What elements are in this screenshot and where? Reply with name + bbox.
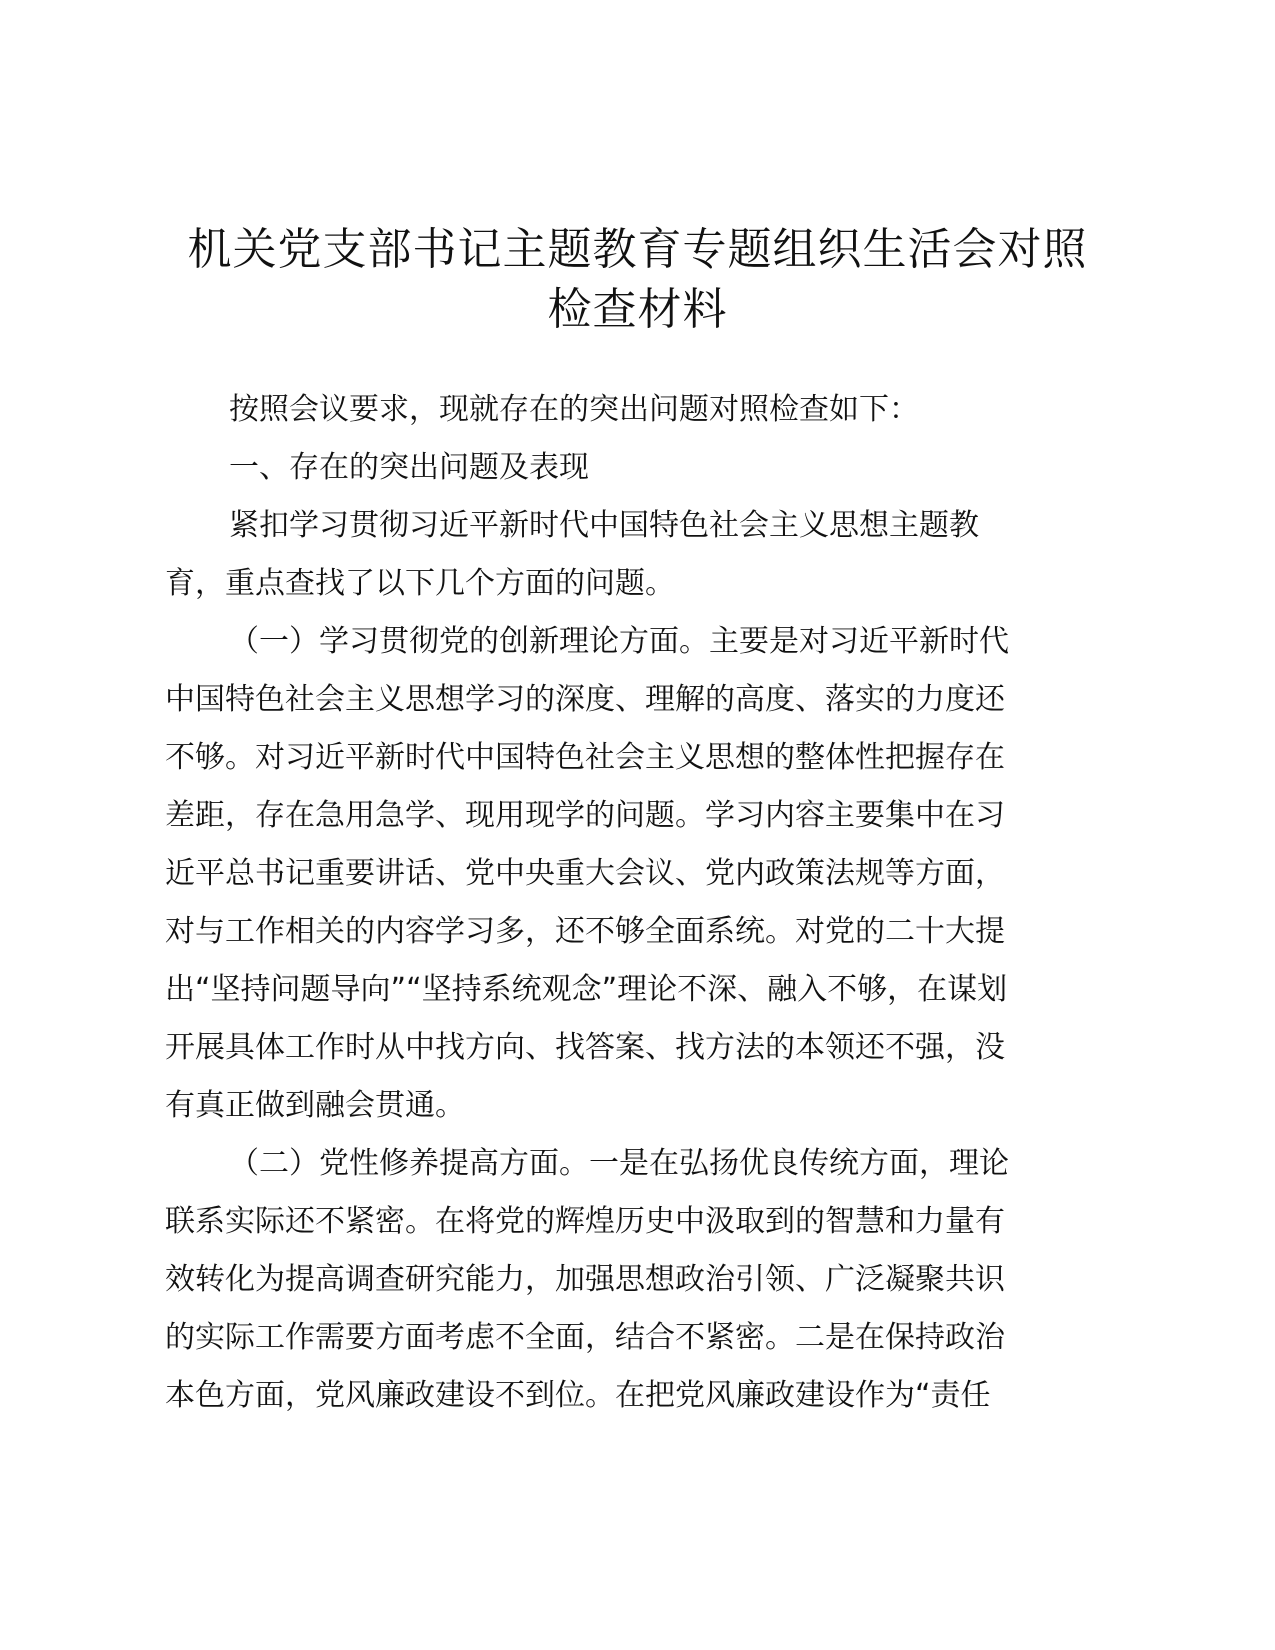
paragraph-line: 的实际工作需要方面考虑不全面，结合不紧密。二是在保持政治 bbox=[165, 1320, 1005, 1355]
paragraph-line: 不够。对习近平新时代中国特色社会主义思想的整体性把握存在 bbox=[165, 740, 1005, 775]
paragraph-line: 联系实际还不紧密。在将党的辉煌历史中汲取到的智慧和力量有 bbox=[165, 1204, 1005, 1239]
section-heading-text: 一、存在的突出问题及表现 bbox=[229, 450, 589, 485]
paragraph-line: 近平总书记重要讲话、党中央重大会议、党内政策法规等方面， bbox=[165, 856, 1005, 891]
section-heading bbox=[165, 439, 1105, 497]
paragraph-line: 差距，存在急用急学、现用现学的问题。学习内容主要集中在习 bbox=[165, 798, 1005, 833]
paragraph-theory-study bbox=[165, 613, 1105, 1135]
paragraph-line: 本色方面，党风廉政建设不到位。在把党风廉政建设作为“责任 bbox=[165, 1378, 991, 1413]
document-body bbox=[165, 381, 1105, 1425]
main-paragraph bbox=[165, 497, 1105, 613]
title-line: 机关党支部书记主题教育专题组织生活会对照 bbox=[187, 224, 1088, 275]
paragraph-line: （二）党性修养提高方面。一是在弘扬优良传统方面，理论 bbox=[229, 1146, 1009, 1181]
paragraph-line: 出“坚持问题导向”“坚持系统观念”理论不深、融入不够，在谋划 bbox=[165, 972, 1008, 1007]
document-title bbox=[150, 220, 1125, 340]
paragraph-party-spirit bbox=[165, 1135, 1105, 1425]
paragraph-line: 中国特色社会主义思想学习的深度、理解的高度、落实的力度还 bbox=[165, 682, 1005, 717]
paragraph-line: 紧扣学习贯彻习近平新时代中国特色社会主义思想主题教 bbox=[229, 508, 979, 543]
paragraph-line: 育，重点查找了以下几个方面的问题。 bbox=[165, 566, 675, 601]
paragraph-line: 开展具体工作时从中找方向、找答案、找方法的本领还不强，没 bbox=[165, 1030, 1005, 1065]
paragraph-line: 效转化为提高调查研究能力，加强思想政治引领、广泛凝聚共识 bbox=[165, 1262, 1005, 1297]
intro-paragraph bbox=[165, 381, 1105, 439]
paragraph-line: 有真正做到融会贯通。 bbox=[165, 1088, 465, 1123]
paragraph-line: 对与工作相关的内容学习多，还不够全面系统。对党的二十大提 bbox=[165, 914, 1005, 949]
paragraph-line: （一）学习贯彻党的创新理论方面。主要是对习近平新时代 bbox=[229, 624, 1009, 659]
title-line: 检查材料 bbox=[547, 284, 728, 335]
intro-text: 按照会议要求，现就存在的突出问题对照检查如下： bbox=[229, 392, 919, 427]
